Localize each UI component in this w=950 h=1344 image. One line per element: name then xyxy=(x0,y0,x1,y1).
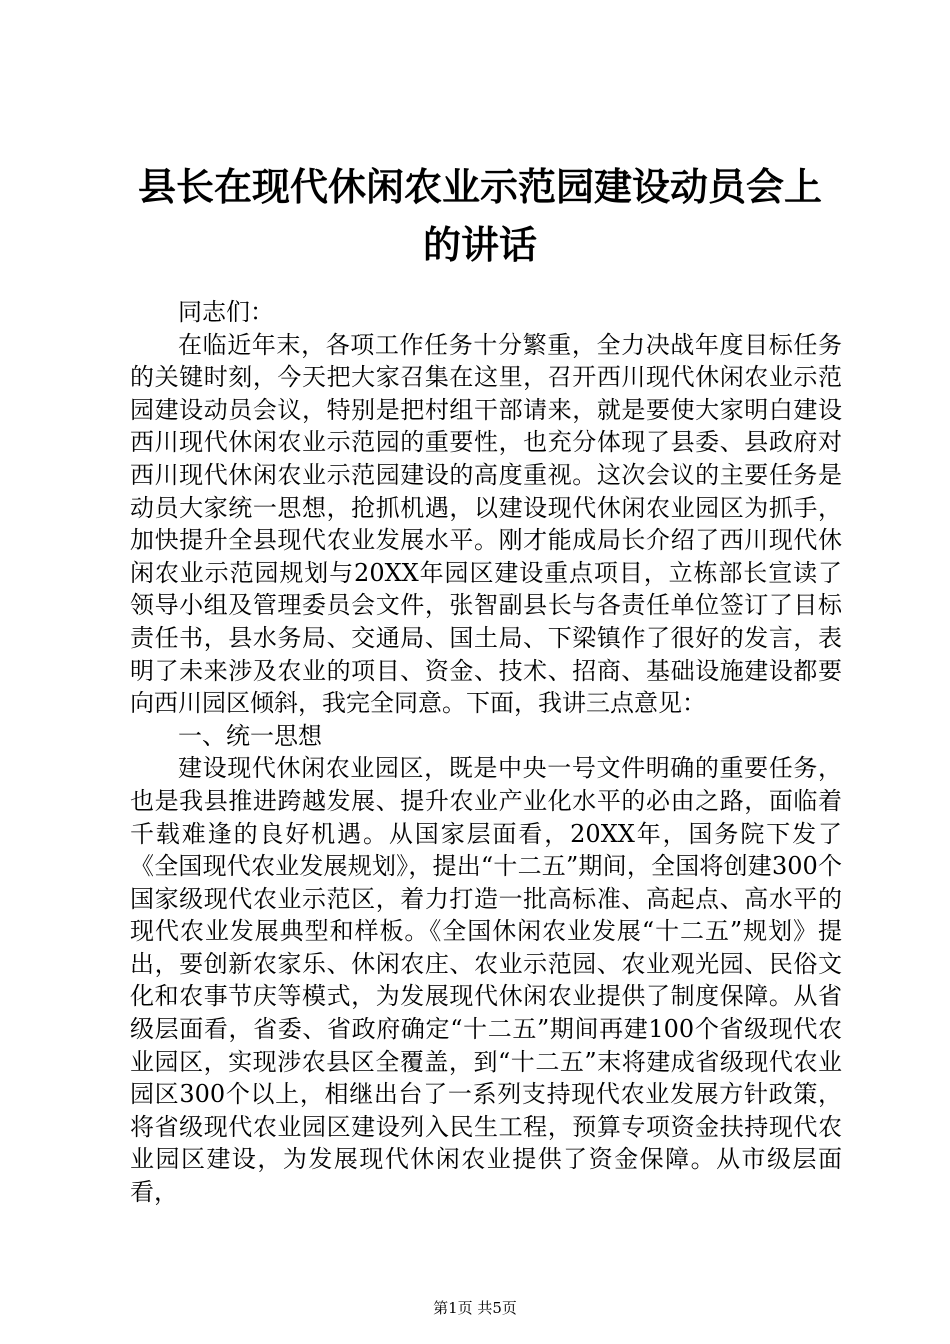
page-footer: 第1页 共5页 xyxy=(433,1299,517,1317)
salutation: 同志们： xyxy=(178,298,274,326)
paragraph-intro: 在临近年末，各项工作任务十分繁重，全力决战年度目标任务的关键时刻，今天把大家召集在这里，召开西川现代休闲农业示范园建设动员会议，特别是把村组干部请来，就是要使大家明白建设西川现代休闲农业示范园的重要性，也充分体现了县委、县政府对西川现代休闲农业示范园建设的高度重视。这次会议的主要任务是动员大家统一思想，抢抓机遇，以建设现代休闲农业园区为抓手，加快提升全县现代农业发展水平。刚才能成局长介绍了西川现代休闲农业示范园规划与20XX年园区建设重点项目，立栋部长宣读了领导小组及管理委员会文件，张智副县长与各责任单位签订了目标责任书，县水务局、交通局、国土局、下梁镇作了很好的发言，表明了未来涉及农业的项目、资金、技术、招商、基础设施建设都要向西川园区倾斜，我完全同意。下面，我讲三点意见： xyxy=(130,330,842,718)
document-body xyxy=(130,296,842,1209)
section-heading: 一、统一思想 xyxy=(178,721,322,750)
paragraph-section-one: 建设现代休闲农业园区，既是中央一号文件明确的重要任务，也是我县推进跨越发展、提升农业产业化水平的必由之路，面临着千载难逢的良好机遇。从国家层面看，20XX年，国务院下发了《全国现代农业发展规划》，提出“十二五”期间，全国将创建300个国家级现代农业示范区，着力打造一批高标准、高起点、高水平的现代农业发展典型和样板。《全国休闲农业发展“十二五”规划》提出，要创新农家乐、休闲农庄、农业示范园、农业观光园、民俗文化和农事节庆等模式，为发展现代休闲农业提供了制度保障。从省级层面看，省委、省政府确定“十二五”期间再建100个省级现代农业园区，实现涉农县区全覆盖，到“十二五”末将建成省级现代农业园区300个以上，相继出台了一系列支持现代农业发展方针政策，将省级现代农业园区建设列入民生工程，预算专项资金扶持现代农业园区建设，为发展现代休闲农业提供了资金保障。从市级层面看， xyxy=(130,754,842,1207)
document-title: 县长在现代休闲农业示范园建设动员会上的讲话 xyxy=(137,164,822,267)
